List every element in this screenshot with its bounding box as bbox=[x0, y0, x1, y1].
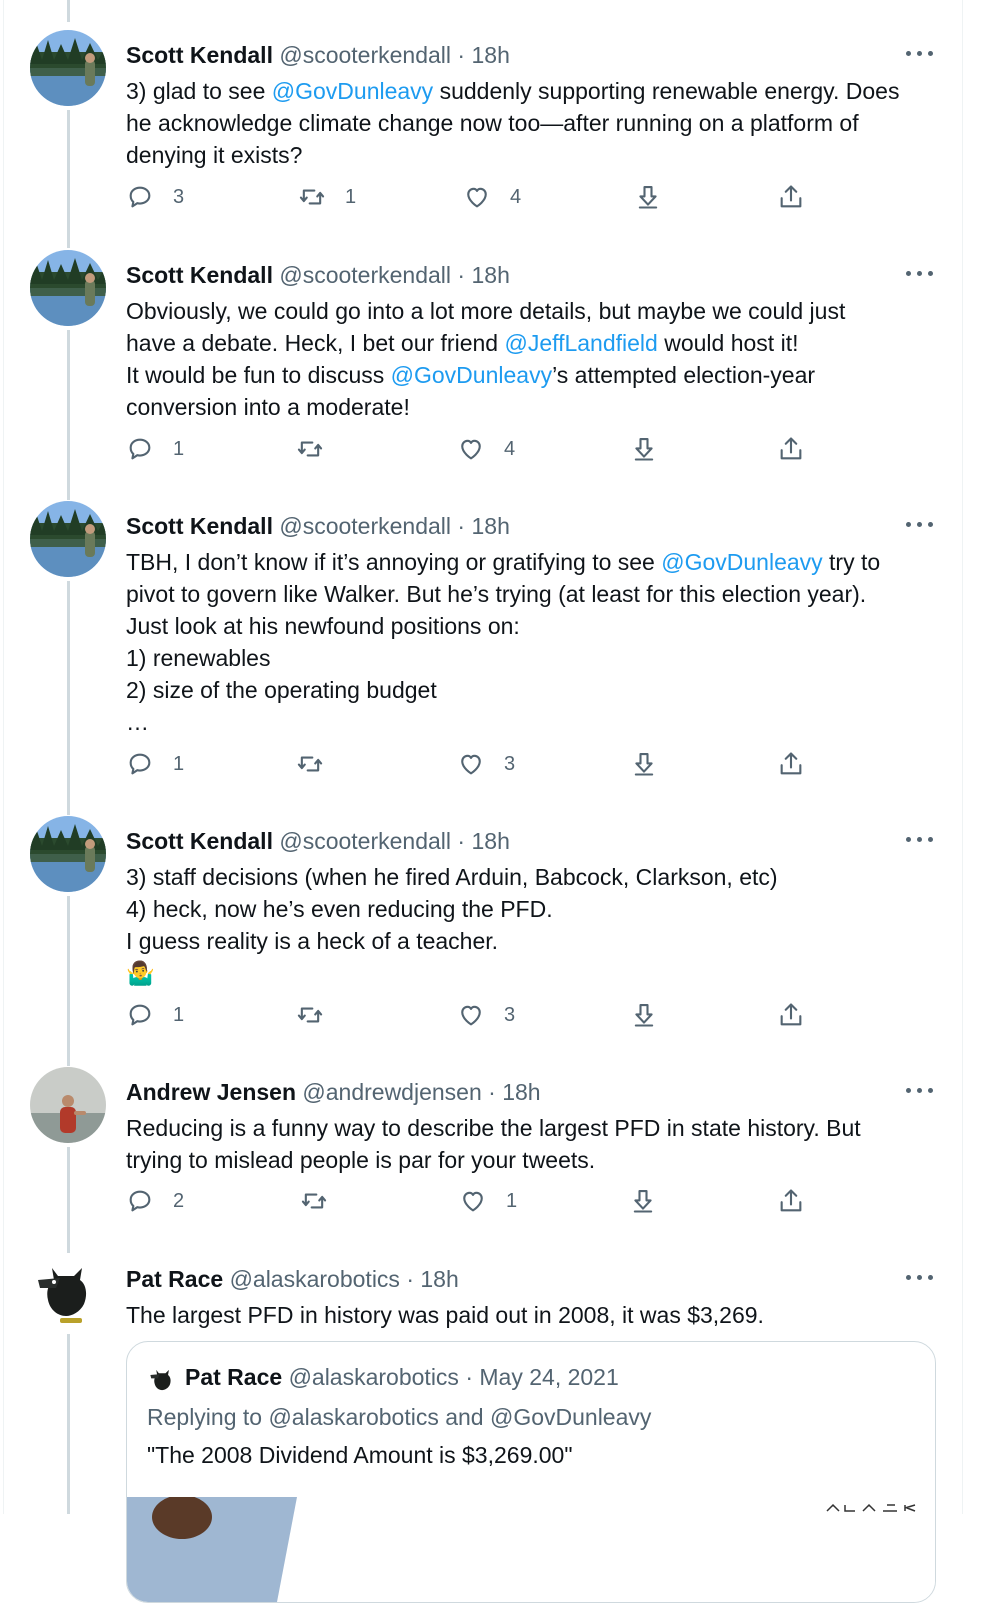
like-icon bbox=[463, 183, 491, 211]
bookmark-icon bbox=[630, 750, 658, 778]
tweet-header bbox=[126, 1264, 459, 1294]
share-button[interactable] bbox=[777, 1184, 805, 1218]
separator-dot: · bbox=[457, 42, 466, 68]
reply-count: 2 bbox=[173, 1189, 185, 1212]
like-icon bbox=[457, 1001, 485, 1029]
thread-line bbox=[67, 581, 70, 815]
retweet-icon bbox=[296, 1001, 324, 1029]
reply-icon bbox=[126, 183, 154, 211]
tweet-text-line: 3) staff decisions (when he fired Arduin, Babcock, Clarkson, etc) bbox=[126, 864, 778, 890]
share-icon bbox=[777, 1187, 805, 1215]
mention-link[interactable]: @GovDunleavy bbox=[390, 362, 553, 388]
action-bar bbox=[126, 180, 826, 214]
bookmark-button[interactable] bbox=[634, 180, 662, 214]
reply-icon bbox=[126, 750, 154, 778]
share-icon bbox=[777, 1001, 805, 1029]
retweet-icon bbox=[298, 183, 326, 211]
like-count: 4 bbox=[504, 437, 516, 460]
quoted-media[interactable] bbox=[127, 1497, 935, 1602]
bookmark-button[interactable] bbox=[629, 1184, 657, 1218]
retweet-button[interactable] bbox=[298, 180, 356, 214]
tweet-time[interactable]: 18h bbox=[471, 262, 510, 288]
retweet-icon bbox=[296, 435, 324, 463]
bookmark-icon bbox=[630, 435, 658, 463]
action-bar bbox=[126, 1184, 826, 1218]
tweet-time[interactable]: 18h bbox=[502, 1079, 541, 1105]
separator-dot: · bbox=[457, 513, 466, 539]
like-count: 1 bbox=[506, 1189, 518, 1212]
bookmark-icon bbox=[630, 1001, 658, 1029]
avatar[interactable] bbox=[30, 250, 106, 326]
bookmark-icon bbox=[634, 183, 662, 211]
tweet-header bbox=[126, 826, 510, 856]
tweet-header bbox=[126, 511, 510, 541]
tweet-text bbox=[126, 1299, 926, 1331]
share-button[interactable] bbox=[777, 998, 805, 1032]
mention-link[interactable]: @GovDunleavy bbox=[661, 549, 823, 575]
retweet-icon bbox=[296, 750, 324, 778]
reply-icon bbox=[126, 1187, 154, 1215]
quoted-tweet[interactable] bbox=[126, 1341, 936, 1603]
tweet-header bbox=[126, 260, 510, 290]
avatar[interactable] bbox=[30, 501, 106, 577]
retweet-button[interactable] bbox=[296, 747, 343, 781]
mention-link[interactable]: @JeffLandfield bbox=[504, 330, 658, 356]
tweet-text-line: pivot to govern like Walker. But he’s trying (at least for this election year). bbox=[126, 581, 867, 607]
share-button[interactable] bbox=[777, 747, 805, 781]
reply-button[interactable] bbox=[126, 998, 184, 1032]
tweet-text-line: Reducing is a funny way to describe the largest PFD in state history. But bbox=[126, 1115, 861, 1141]
separator-dot: · bbox=[457, 262, 466, 288]
thread-line bbox=[67, 1334, 70, 1514]
share-button[interactable] bbox=[777, 432, 805, 466]
like-count: 3 bbox=[504, 752, 516, 775]
quoted-avatar bbox=[147, 1364, 179, 1396]
thread-line bbox=[67, 330, 70, 500]
tweet-text-line: 🤷‍♂️ bbox=[126, 960, 155, 986]
more-icon[interactable] bbox=[906, 1085, 936, 1097]
avatar[interactable] bbox=[30, 30, 106, 106]
quoted-date: May 24, 2021 bbox=[479, 1364, 619, 1390]
tweet-text-line: 1) renewables bbox=[126, 645, 271, 671]
tweet-time[interactable]: 18h bbox=[471, 42, 510, 68]
tweet-text-line: TBH, I don’t know if it’s annoying or gratifying to see @GovDunleavy try to bbox=[126, 549, 881, 575]
author-handle[interactable]: @scooterkendall bbox=[279, 262, 452, 288]
tweet-time[interactable]: 18h bbox=[471, 513, 510, 539]
retweet-icon bbox=[300, 1187, 328, 1215]
tweet-text-line: trying to mislead people is par for your tweets. bbox=[126, 1147, 596, 1173]
separator-dot: · bbox=[465, 1364, 473, 1390]
retweet-count: 1 bbox=[345, 185, 357, 208]
tweet-text-line: The largest PFD in history was paid out in 2008, it was $3,269. bbox=[126, 1302, 764, 1328]
author-name[interactable]: Pat Race bbox=[126, 1266, 224, 1292]
bookmark-icon bbox=[629, 1187, 657, 1215]
tweet-text-line: 3) glad to see @GovDunleavy suddenly supporting renewable energy. Does bbox=[126, 78, 900, 104]
reply-button[interactable] bbox=[126, 747, 184, 781]
tweet-time[interactable]: 18h bbox=[471, 828, 510, 854]
separator-dot: · bbox=[457, 828, 466, 854]
reply-count: 1 bbox=[173, 752, 185, 775]
tweet-text bbox=[126, 1112, 926, 1176]
reply-icon bbox=[126, 1001, 154, 1029]
share-icon bbox=[777, 183, 805, 211]
author-handle[interactable]: @alaskarobotics bbox=[229, 1266, 400, 1292]
tweet-text-line: conversion into a moderate! bbox=[126, 394, 410, 420]
action-bar bbox=[126, 747, 826, 781]
author-handle[interactable]: @andrewdjensen bbox=[302, 1079, 482, 1105]
reply-count: 1 bbox=[173, 1003, 185, 1026]
avatar[interactable] bbox=[30, 1067, 106, 1143]
lake-photo bbox=[30, 501, 106, 577]
reply-button[interactable] bbox=[126, 432, 184, 466]
like-icon bbox=[457, 435, 485, 463]
like-count: 3 bbox=[504, 1003, 516, 1026]
reply-icon bbox=[126, 435, 154, 463]
retweet-button[interactable] bbox=[296, 998, 343, 1032]
robot-dog-illustration bbox=[30, 1254, 106, 1330]
tweet-time[interactable]: 18h bbox=[420, 1266, 459, 1292]
tweet-text bbox=[126, 295, 926, 423]
quoted-replying-to: Replying to @alaskarobotics and @GovDunleavy bbox=[147, 1404, 652, 1430]
timeline-right-border bbox=[962, 0, 963, 1514]
lake-photo bbox=[30, 250, 106, 326]
share-button[interactable] bbox=[777, 180, 805, 214]
author-name[interactable]: Scott Kendall bbox=[126, 513, 273, 539]
tweet-header bbox=[126, 40, 510, 70]
action-bar bbox=[126, 432, 826, 466]
like-icon bbox=[457, 750, 485, 778]
quoted-text: "The 2008 Dividend Amount is $3,269.00" bbox=[147, 1442, 573, 1468]
tweet-text-line: I guess reality is a heck of a teacher. bbox=[126, 928, 499, 954]
tweet-text-line: he acknowledge climate change now too—after running on a platform of bbox=[126, 110, 859, 136]
more-icon[interactable] bbox=[906, 834, 936, 846]
lake-photo bbox=[30, 816, 106, 892]
author-name[interactable]: Scott Kendall bbox=[126, 828, 273, 854]
reply-count: 3 bbox=[173, 185, 185, 208]
share-icon bbox=[777, 435, 805, 463]
separator-dot: · bbox=[488, 1079, 496, 1105]
tweet-text-line: have a debate. Heck, I bet our friend @JeffLandfield would host it! bbox=[126, 330, 799, 356]
reply-button[interactable] bbox=[126, 1184, 184, 1218]
mention-link[interactable]: @GovDunleavy bbox=[271, 78, 434, 104]
more-icon[interactable] bbox=[906, 268, 936, 280]
author-handle[interactable]: @scooterkendall bbox=[279, 828, 452, 854]
more-icon[interactable] bbox=[906, 48, 936, 60]
tweet-header bbox=[126, 1077, 541, 1107]
tweet-text bbox=[126, 861, 926, 989]
action-bar bbox=[126, 998, 826, 1032]
separator-dot: · bbox=[406, 1266, 414, 1292]
more-icon[interactable] bbox=[906, 519, 936, 531]
timeline-left-border bbox=[3, 0, 4, 1514]
tweet-text bbox=[126, 75, 926, 171]
bookmark-button[interactable] bbox=[630, 747, 658, 781]
retweet-button[interactable] bbox=[300, 1184, 347, 1218]
tweet-text-line: denying it exists? bbox=[126, 142, 303, 168]
like-button[interactable] bbox=[457, 747, 515, 781]
thread-line bbox=[67, 896, 70, 1066]
avatar[interactable] bbox=[30, 816, 106, 892]
tweet-text-line: Obviously, we could go into a lot more details, but maybe we could just bbox=[126, 298, 846, 324]
author-name[interactable]: Andrew Jensen bbox=[126, 1079, 296, 1105]
like-button[interactable] bbox=[457, 998, 515, 1032]
person-photo bbox=[30, 1067, 106, 1143]
quoted-media-image bbox=[127, 1497, 935, 1602]
author-handle[interactable]: @scooterkendall bbox=[279, 42, 452, 68]
avatar[interactable] bbox=[30, 1254, 106, 1330]
author-name[interactable]: Scott Kendall bbox=[126, 42, 273, 68]
like-button[interactable] bbox=[463, 180, 521, 214]
bookmark-button[interactable] bbox=[630, 432, 658, 466]
author-name[interactable]: Scott Kendall bbox=[126, 262, 273, 288]
tweet-text-line: 4) heck, now he’s even reducing the PFD. bbox=[126, 896, 553, 922]
tweet-text bbox=[126, 546, 926, 738]
author-handle[interactable]: @scooterkendall bbox=[279, 513, 452, 539]
lake-photo bbox=[30, 30, 106, 106]
thread-line bbox=[67, 1147, 70, 1253]
tweet-text-line: 2) size of the operating budget bbox=[126, 677, 437, 703]
quoted-author-handle: @alaskarobotics bbox=[288, 1364, 459, 1390]
quoted-header bbox=[185, 1362, 619, 1392]
quoted-author-name: Pat Race bbox=[185, 1364, 283, 1390]
tweet-text-line: … bbox=[126, 709, 149, 735]
more-icon[interactable] bbox=[906, 1272, 936, 1284]
like-icon bbox=[459, 1187, 487, 1215]
like-button[interactable] bbox=[457, 432, 515, 466]
retweet-button[interactable] bbox=[296, 432, 343, 466]
thread-line bbox=[67, 0, 70, 22]
like-count: 4 bbox=[510, 185, 522, 208]
tweet-text-line: It would be fun to discuss @GovDunleavy’s attempted election-year bbox=[126, 362, 816, 388]
robot-dog-illustration bbox=[147, 1364, 179, 1396]
like-button[interactable] bbox=[459, 1184, 517, 1218]
share-icon bbox=[777, 750, 805, 778]
bookmark-button[interactable] bbox=[630, 998, 658, 1032]
reply-button[interactable] bbox=[126, 180, 184, 214]
reply-count: 1 bbox=[173, 437, 185, 460]
tweet-text-line: Just look at his newfound positions on: bbox=[126, 613, 520, 639]
thread-line bbox=[67, 110, 70, 248]
